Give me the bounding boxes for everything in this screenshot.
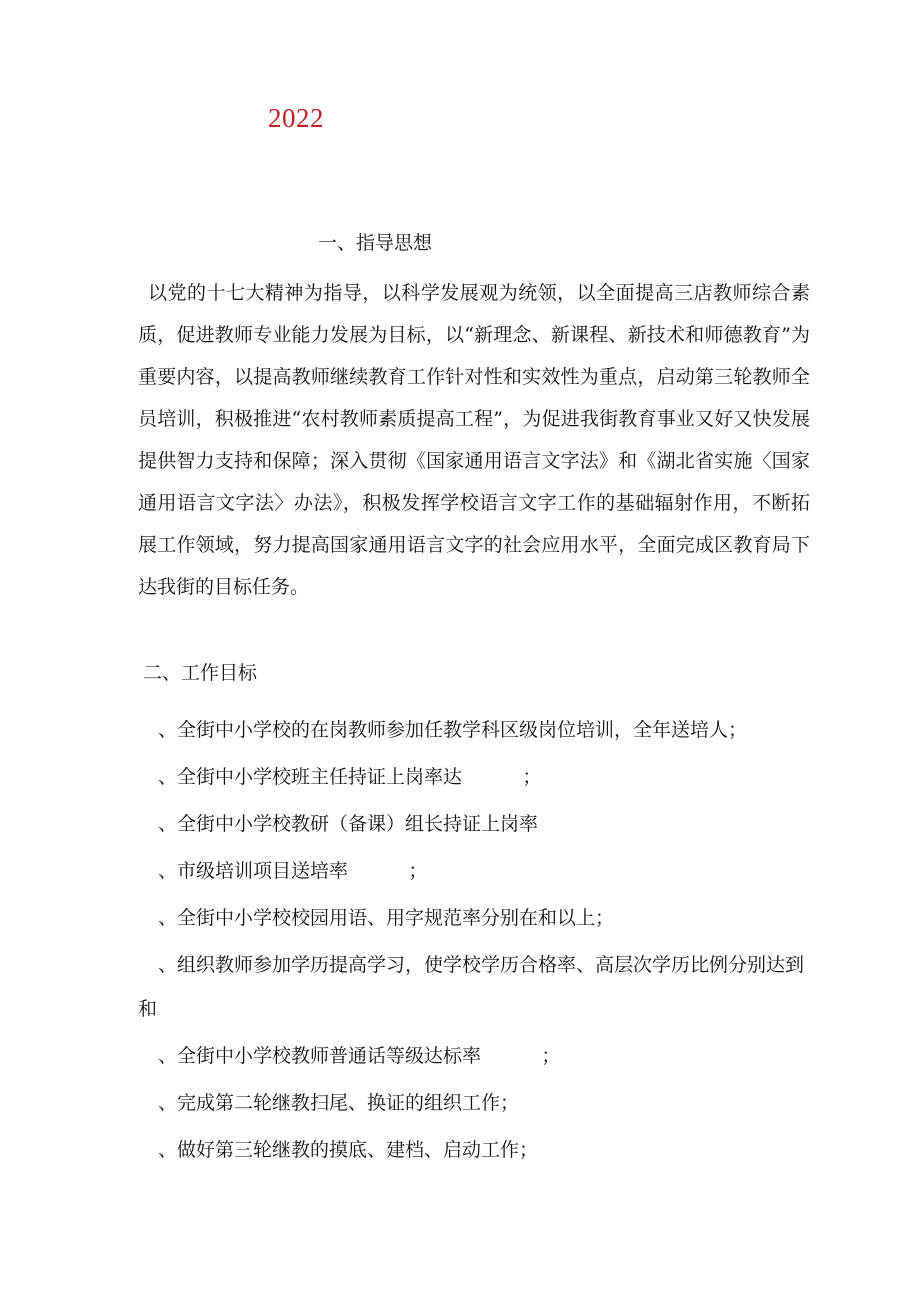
list-item: 、全街中小学校校园用语、用字规范率分别在和以上； [158,907,615,929]
list-item: 、全街中小学校教师普通话等级达标率 ； [158,1045,561,1067]
work-goals-list [138,708,810,1175]
list-item: 、全街中小学校教研（备课）组长持证上岗率 [158,813,539,835]
list-item: 、组织教师参加学历提高学习，使学校学历合格率、高层次学历比例分别达到和 [138,954,805,1020]
list-item: 、市级培训项目送培率 ； [158,860,428,882]
section-heading-work-goals: 二、工作目标 [143,662,258,684]
list-item: 、全街中小学校班主任持证上岗率达 ； [158,766,542,788]
section-heading-guiding-ideology: 一、指导思想 [318,232,433,254]
list-item: 、做好第三轮继教的摸底、建档、启动工作； [158,1139,539,1161]
guiding-ideology-paragraph: 以党的十七大精神为指导，以科学发展观为统领，以全面提高三店教师综合素质，促进教师专业能力发展为目标，以“新理念、新课程、新技术和师德教育”为重要内容，以提高教师继续教育工作针对性和实效性为重点，启动第三轮教师全员培训，积极推进“农村教师素质提高工程”，为促进我街教育事业又好又快发展提供智力支持和保障；深入贯彻《国家通用语言文字法》和《湖北省实施〈国家通用语言文字法〉办法》，积极发挥学校语言文字工作的基础辐射作用，不断拓展工作领域，努力提高国家通用语言文字的社会应用水平，全面完成区教育局下达我街的目标任务。 [138,282,810,598]
list-item: 、全街中小学校的在岗教师参加任教学科区级岗位培训，全年送培人； [158,719,748,741]
document-year: 2022 [268,103,324,133]
list-item: 、完成第二轮继教扫尾、换证的组织工作； [158,1092,520,1114]
